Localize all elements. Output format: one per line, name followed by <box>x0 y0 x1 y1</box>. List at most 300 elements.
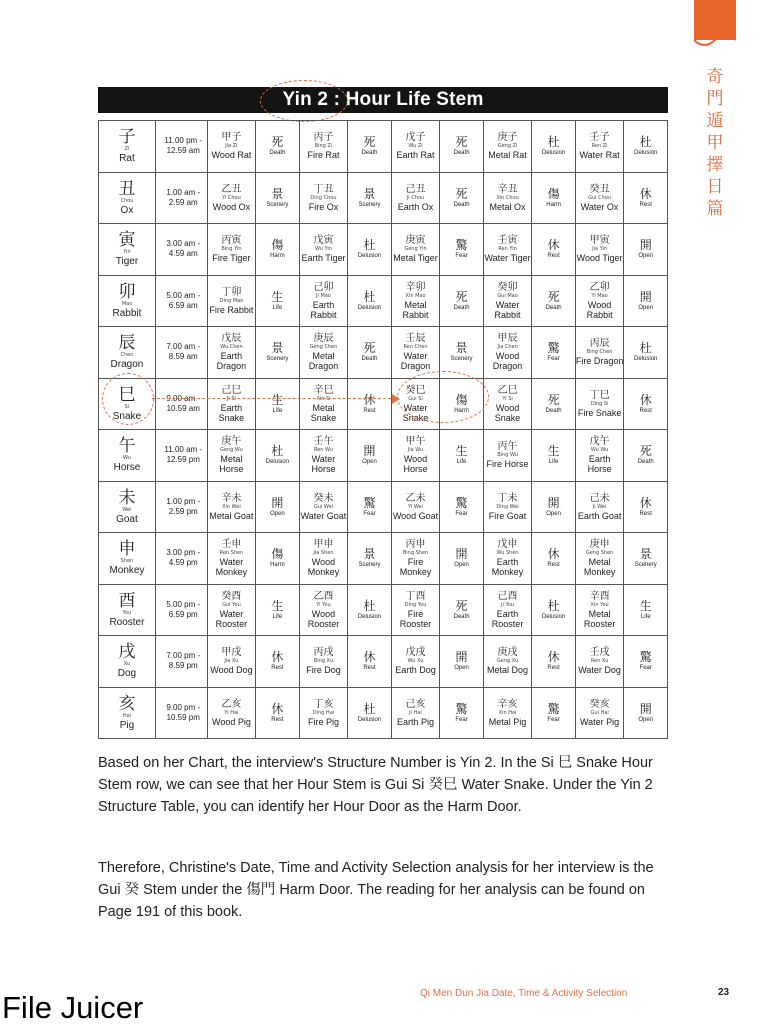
stem-char: 甲午 <box>405 436 426 448</box>
stem-char: 庚子 <box>497 132 518 144</box>
stem-char: 丙申 <box>405 539 426 551</box>
zodiac-name: Rabbit <box>112 307 142 319</box>
stem-name: Metal Ox <box>489 201 526 212</box>
stem-name: Wood Monkey <box>307 557 340 578</box>
zodiac-cell <box>99 121 156 173</box>
zodiac-name: Goat <box>116 513 138 525</box>
stem-char: 丁巳 <box>589 389 610 401</box>
stem-cell <box>207 584 256 636</box>
stem-cell <box>299 584 348 636</box>
stem-char: 辛酉 <box>589 590 610 602</box>
stem-name: Water Dragon <box>400 351 431 372</box>
stem-pinyin: Wu Shen <box>496 550 519 557</box>
door-char: 杜 <box>547 135 560 150</box>
door-name: Rest <box>547 562 560 569</box>
stem-cell <box>299 430 348 482</box>
stem-name: Water Rooster <box>215 608 248 629</box>
stem-cell <box>391 584 440 636</box>
door-name: Death <box>453 150 470 157</box>
zodiac-cell <box>99 687 156 739</box>
door-name: Fear <box>455 510 468 517</box>
zodiac-char: 卯 <box>118 281 136 302</box>
zodiac-cell <box>99 327 156 379</box>
door-name: Delusion <box>357 304 382 311</box>
stem-cell <box>207 224 256 276</box>
door-char: 開 <box>639 238 652 253</box>
door-char: 杜 <box>547 598 560 613</box>
stem-cell <box>207 172 256 224</box>
door-cell <box>348 533 391 585</box>
door-cell <box>256 481 299 533</box>
stem-cell <box>483 172 532 224</box>
stem-pinyin: Ding Mao <box>219 297 244 304</box>
door-char: 傷 <box>271 547 284 562</box>
gui-si-highlight-circle <box>397 371 489 423</box>
explanation-paragraph-2: Therefore, Christine's Date, Time and Activity Selection analysis for her interview is the Gui 癸 Stem under the 傷門 Harm Door. The reading for her analysis can be found on Page 191 of this book. <box>98 860 654 920</box>
door-name: Fear <box>455 253 468 260</box>
zodiac-pinyin: Hai <box>122 712 132 719</box>
door-char: 杜 <box>271 444 284 459</box>
stem-char: 壬寅 <box>497 235 518 247</box>
stem-pinyin: Xin Si <box>316 395 331 402</box>
stem-cell <box>575 481 624 533</box>
door-char: 傷 <box>271 238 284 253</box>
door-char: 杜 <box>639 135 652 150</box>
door-name: Harm <box>546 201 561 208</box>
door-cell <box>532 121 575 173</box>
stem-name: Fire Horse <box>486 459 529 470</box>
door-char: 死 <box>455 289 468 304</box>
door-cell <box>440 275 483 327</box>
stem-pinyin: Geng Chen <box>309 344 338 351</box>
door-name: Scenery <box>266 201 289 208</box>
stem-char: 己丑 <box>405 183 426 195</box>
door-name: Life <box>272 304 283 311</box>
stem-pinyin: Xin Wei <box>222 503 241 510</box>
stem-cell <box>483 121 532 173</box>
zodiac-pinyin: Wu <box>122 455 131 462</box>
stem-name: Metal Horse <box>219 454 244 475</box>
stem-cell <box>391 481 440 533</box>
stem-name: Water Monkey <box>215 557 248 578</box>
door-char: 休 <box>547 238 560 253</box>
time-end: 8.59 am <box>168 352 198 362</box>
stem-name: Fire Rat <box>307 150 340 161</box>
stem-name: Wood Dragon <box>492 351 523 372</box>
door-cell <box>624 224 668 276</box>
table-row <box>99 687 668 739</box>
zodiac-cell <box>99 636 156 688</box>
stem-pinyin: Xin Hai <box>498 709 517 716</box>
stem-char: 辛卯 <box>405 281 426 293</box>
door-name: Death <box>453 613 470 620</box>
stem-name: Earth Dog <box>395 665 436 676</box>
stem-pinyin: Bing Shen <box>402 550 429 557</box>
time-end: 8.59 pm <box>168 661 198 671</box>
door-char: 景 <box>363 547 376 562</box>
door-char: 驚 <box>455 238 468 253</box>
stem-char: 甲寅 <box>589 235 610 247</box>
door-cell <box>532 378 575 430</box>
door-name: Open <box>638 716 654 723</box>
stem-pinyin: Wu Chen <box>220 344 243 351</box>
zodiac-name: Monkey <box>109 565 145 577</box>
chapter-tab-ornament <box>694 30 736 52</box>
stem-pinyin: Ren Zi <box>591 143 608 150</box>
stem-pinyin: Ji You <box>501 601 515 608</box>
stem-pinyin: Jia Chen <box>497 344 518 351</box>
time-start: 3.00 pm - <box>166 548 201 558</box>
stem-pinyin: Ding You <box>404 601 427 608</box>
door-name: Delusion <box>634 150 658 157</box>
door-cell <box>624 121 668 173</box>
stem-cell <box>483 327 532 379</box>
door-name: Death <box>453 304 470 311</box>
door-char: 死 <box>271 135 284 150</box>
table-row <box>99 430 668 482</box>
zodiac-char: 亥 <box>118 693 136 714</box>
door-char: 生 <box>455 444 468 459</box>
time-cell <box>155 636 207 688</box>
door-name: Life <box>456 459 467 466</box>
stem-name: Water Snake <box>402 402 429 423</box>
stem-char: 己酉 <box>497 590 518 602</box>
zodiac-char: 丑 <box>118 178 136 199</box>
door-name: Rest <box>639 510 652 517</box>
stem-pinyin: Ren Xu <box>590 658 609 665</box>
stem-name: Metal Goat <box>209 510 254 521</box>
table-row <box>99 584 668 636</box>
door-cell <box>624 275 668 327</box>
stem-char: 癸酉 <box>221 590 242 602</box>
zodiac-pinyin: You <box>122 609 132 616</box>
stem-pinyin: Xin Mao <box>405 292 426 299</box>
stem-name: Wood Pig <box>211 716 251 727</box>
stem-char: 壬申 <box>221 539 242 551</box>
door-char: 驚 <box>547 341 560 356</box>
stem-pinyin: Yi Wei <box>408 503 423 510</box>
stem-cell <box>299 121 348 173</box>
door-char: 休 <box>547 650 560 665</box>
stem-pinyin: Ding Wei <box>496 503 519 510</box>
door-cell <box>440 636 483 688</box>
door-cell <box>624 687 668 739</box>
door-char: 景 <box>271 341 284 356</box>
door-char: 杜 <box>363 289 376 304</box>
door-char: 生 <box>547 444 560 459</box>
stem-char: 癸丑 <box>589 183 610 195</box>
table-row <box>99 172 668 224</box>
door-name: Rest <box>639 201 652 208</box>
time-start: 11.00 pm - <box>164 136 203 146</box>
door-char: 開 <box>639 701 652 716</box>
stem-name: Fire Rooster <box>399 608 432 629</box>
stem-cell <box>299 636 348 688</box>
stem-char: 丙戌 <box>313 647 334 659</box>
stem-pinyin: Jia Wu <box>407 447 424 454</box>
stem-pinyin: Ji Mao <box>316 292 331 299</box>
door-char: 死 <box>547 289 560 304</box>
stem-name: Wood Ox <box>212 201 251 212</box>
door-cell <box>348 275 391 327</box>
stem-name: Earth Goat <box>577 510 622 521</box>
page-number: 23 <box>718 987 730 998</box>
door-cell <box>256 378 299 430</box>
stem-char: 戊申 <box>497 539 518 551</box>
stem-char: 乙酉 <box>313 590 334 602</box>
stem-name: Earth Tiger <box>301 253 346 264</box>
zodiac-pinyin: Xu <box>123 661 131 668</box>
hour-stem-table <box>98 120 668 739</box>
time-end: 4.59 am <box>168 249 198 259</box>
stem-pinyin: Ding Hai <box>312 709 335 716</box>
time-cell <box>155 533 207 585</box>
stem-char: 癸巳 <box>405 384 426 396</box>
stem-char: 戊寅 <box>313 235 334 247</box>
stem-cell <box>207 430 256 482</box>
stem-pinyin: Wu Yin <box>314 246 332 253</box>
door-name: Scenery <box>266 356 289 363</box>
door-name: Delusion <box>357 716 382 723</box>
door-cell <box>532 636 575 688</box>
zodiac-name: Rooster <box>109 616 145 628</box>
stem-name: Earth Dragon <box>216 351 247 372</box>
zodiac-name: Horse <box>113 462 141 474</box>
door-char: 休 <box>639 392 652 407</box>
door-char: 生 <box>271 598 284 613</box>
stem-cell <box>575 275 624 327</box>
door-name: Fear <box>639 665 652 672</box>
door-cell <box>348 481 391 533</box>
door-char: 開 <box>455 650 468 665</box>
stem-cell <box>299 275 348 327</box>
zodiac-char: 未 <box>118 487 136 508</box>
door-char: 休 <box>271 701 284 716</box>
stem-pinyin: Gui Si <box>408 395 423 402</box>
zodiac-pinyin: Zi <box>124 146 130 153</box>
time-cell <box>155 584 207 636</box>
stem-char: 丙子 <box>313 132 334 144</box>
stem-char: 戊午 <box>589 436 610 448</box>
door-name: Delusion <box>541 613 566 620</box>
time-cell <box>155 481 207 533</box>
stem-pinyin: Yi Si <box>502 395 513 402</box>
stem-char: 壬戌 <box>589 647 610 659</box>
stem-cell <box>391 687 440 739</box>
door-name: Life <box>548 459 559 466</box>
stem-cell <box>575 327 624 379</box>
stem-cell <box>391 224 440 276</box>
stem-pinyin: Jia Shen <box>313 550 334 557</box>
stem-pinyin: Ji Si <box>226 395 236 402</box>
table-row <box>99 481 668 533</box>
stem-cell <box>207 687 256 739</box>
stem-cell <box>575 430 624 482</box>
stem-name: Fire Tiger <box>212 253 251 264</box>
time-cell <box>155 121 207 173</box>
door-char: 開 <box>547 495 560 510</box>
door-char: 驚 <box>547 701 560 716</box>
door-cell <box>256 327 299 379</box>
zodiac-char: 寅 <box>118 230 136 251</box>
door-cell <box>348 636 391 688</box>
stem-pinyin: Gui Chou <box>588 194 612 201</box>
stem-char: 辛亥 <box>497 698 518 710</box>
stem-char: 丙午 <box>497 441 518 453</box>
stem-pinyin: Geng Yin <box>404 246 427 253</box>
stem-name: Fire Snake <box>577 407 622 418</box>
time-end: 6.59 am <box>168 300 198 310</box>
door-char: 傷 <box>455 392 468 407</box>
stem-pinyin: Bing Xu <box>313 658 334 665</box>
stem-char: 己巳 <box>221 384 242 396</box>
door-name: Delusion <box>357 253 382 260</box>
stem-cell <box>207 533 256 585</box>
time-cell <box>155 275 207 327</box>
door-cell <box>440 533 483 585</box>
door-name: Rest <box>363 407 376 414</box>
stem-cell <box>575 584 624 636</box>
door-cell <box>532 430 575 482</box>
stem-char: 己卯 <box>313 281 334 293</box>
time-cell <box>155 687 207 739</box>
book-title-footer: Qi Men Dun Jia Date, Time & Activity Selection <box>420 988 628 999</box>
door-name: Scenery <box>358 201 381 208</box>
door-char: 死 <box>455 135 468 150</box>
door-name: Death <box>637 459 654 466</box>
zodiac-char: 巳 <box>118 384 136 405</box>
stem-name: Earth Rabbit <box>310 299 337 320</box>
stem-cell <box>391 533 440 585</box>
door-name: Rest <box>639 407 652 414</box>
door-cell <box>624 481 668 533</box>
stem-name: Water Pig <box>580 716 620 727</box>
door-cell <box>532 172 575 224</box>
door-cell <box>256 636 299 688</box>
door-name: Scenery <box>634 562 657 569</box>
stem-char: 庚午 <box>221 436 242 448</box>
zodiac-name: Dog <box>117 668 137 680</box>
door-cell <box>532 481 575 533</box>
door-name: Fear <box>547 716 560 723</box>
door-cell <box>624 378 668 430</box>
door-name: Open <box>638 253 654 260</box>
door-char: 開 <box>363 444 376 459</box>
table-row <box>99 636 668 688</box>
zodiac-name: Rat <box>119 153 135 165</box>
door-cell <box>348 584 391 636</box>
stem-char: 甲子 <box>221 132 242 144</box>
door-char: 死 <box>547 392 560 407</box>
stem-char: 丁酉 <box>405 590 426 602</box>
yin2-highlight-circle <box>260 80 348 122</box>
door-char: 休 <box>639 495 652 510</box>
door-cell <box>440 121 483 173</box>
stem-name: Water Rabbit <box>494 299 521 320</box>
stem-char: 甲辰 <box>497 333 518 345</box>
time-end: 2.59 am <box>168 197 198 207</box>
stem-name: Earth Rooster <box>491 608 524 629</box>
stem-pinyin: Geng Zi <box>497 143 518 150</box>
stem-name: Metal Tiger <box>393 253 438 264</box>
door-char: 休 <box>547 547 560 562</box>
stem-cell <box>299 172 348 224</box>
door-char: 景 <box>363 186 376 201</box>
stem-pinyin: Geng Wu <box>220 447 243 454</box>
door-name: Open <box>546 510 561 517</box>
stem-pinyin: Jia Yin <box>592 246 608 253</box>
door-char: 死 <box>455 598 468 613</box>
stem-pinyin: Yi Hai <box>224 709 239 716</box>
stem-char: 辛巳 <box>313 384 334 396</box>
door-cell <box>624 636 668 688</box>
stem-char: 癸卯 <box>497 281 518 293</box>
time-end: 12.59 pm <box>166 455 200 465</box>
stem-char: 癸亥 <box>589 698 610 710</box>
stem-name: Fire Ox <box>308 201 339 212</box>
stem-char: 己未 <box>589 492 610 504</box>
stem-pinyin: Wu Xu <box>407 658 424 665</box>
door-cell <box>532 275 575 327</box>
zodiac-pinyin: Chou <box>120 197 134 204</box>
zodiac-cell <box>99 430 156 482</box>
door-name: Life <box>272 407 283 414</box>
door-cell <box>440 224 483 276</box>
door-name: Death <box>361 356 378 363</box>
door-cell <box>440 430 483 482</box>
door-name: Death <box>361 150 378 157</box>
zodiac-cell <box>99 533 156 585</box>
door-cell <box>624 533 668 585</box>
stem-name: Water Horse <box>311 454 336 475</box>
stem-name: Water Goat <box>300 510 347 521</box>
stem-pinyin: Ji Chou <box>406 194 425 201</box>
door-name: Delusion <box>357 613 382 620</box>
door-name: Life <box>640 613 651 620</box>
stem-name: Water Tiger <box>484 253 531 264</box>
stem-cell <box>207 275 256 327</box>
time-cell <box>155 378 207 430</box>
stem-pinyin: Geng Shen <box>585 550 614 557</box>
stem-char: 辛未 <box>221 492 242 504</box>
time-start: 3.00 am - <box>166 239 201 249</box>
stem-pinyin: Ren Chen <box>403 344 428 351</box>
door-cell <box>348 378 391 430</box>
zodiac-name: Ox <box>120 204 134 216</box>
stem-char: 丁丑 <box>313 183 334 195</box>
door-cell <box>624 430 668 482</box>
door-cell <box>348 224 391 276</box>
door-name: Rest <box>547 253 560 260</box>
stem-char: 戊子 <box>405 132 426 144</box>
stem-char: 甲申 <box>313 539 334 551</box>
door-cell <box>256 172 299 224</box>
door-char: 杜 <box>639 341 652 356</box>
stem-pinyin: Ding Chou <box>310 194 337 201</box>
door-cell <box>532 533 575 585</box>
stem-char: 庚寅 <box>405 235 426 247</box>
time-start: 5.00 pm - <box>166 599 201 609</box>
stem-cell <box>575 687 624 739</box>
stem-char: 丙寅 <box>221 235 242 247</box>
time-start: 1.00 pm - <box>166 496 201 506</box>
stem-char: 庚戌 <box>497 647 518 659</box>
stem-pinyin: Gui Hai <box>590 709 609 716</box>
stem-char: 丁未 <box>497 492 518 504</box>
stem-name: Earth Snake <box>218 402 245 423</box>
door-char: 休 <box>639 186 652 201</box>
table-row <box>99 121 668 173</box>
